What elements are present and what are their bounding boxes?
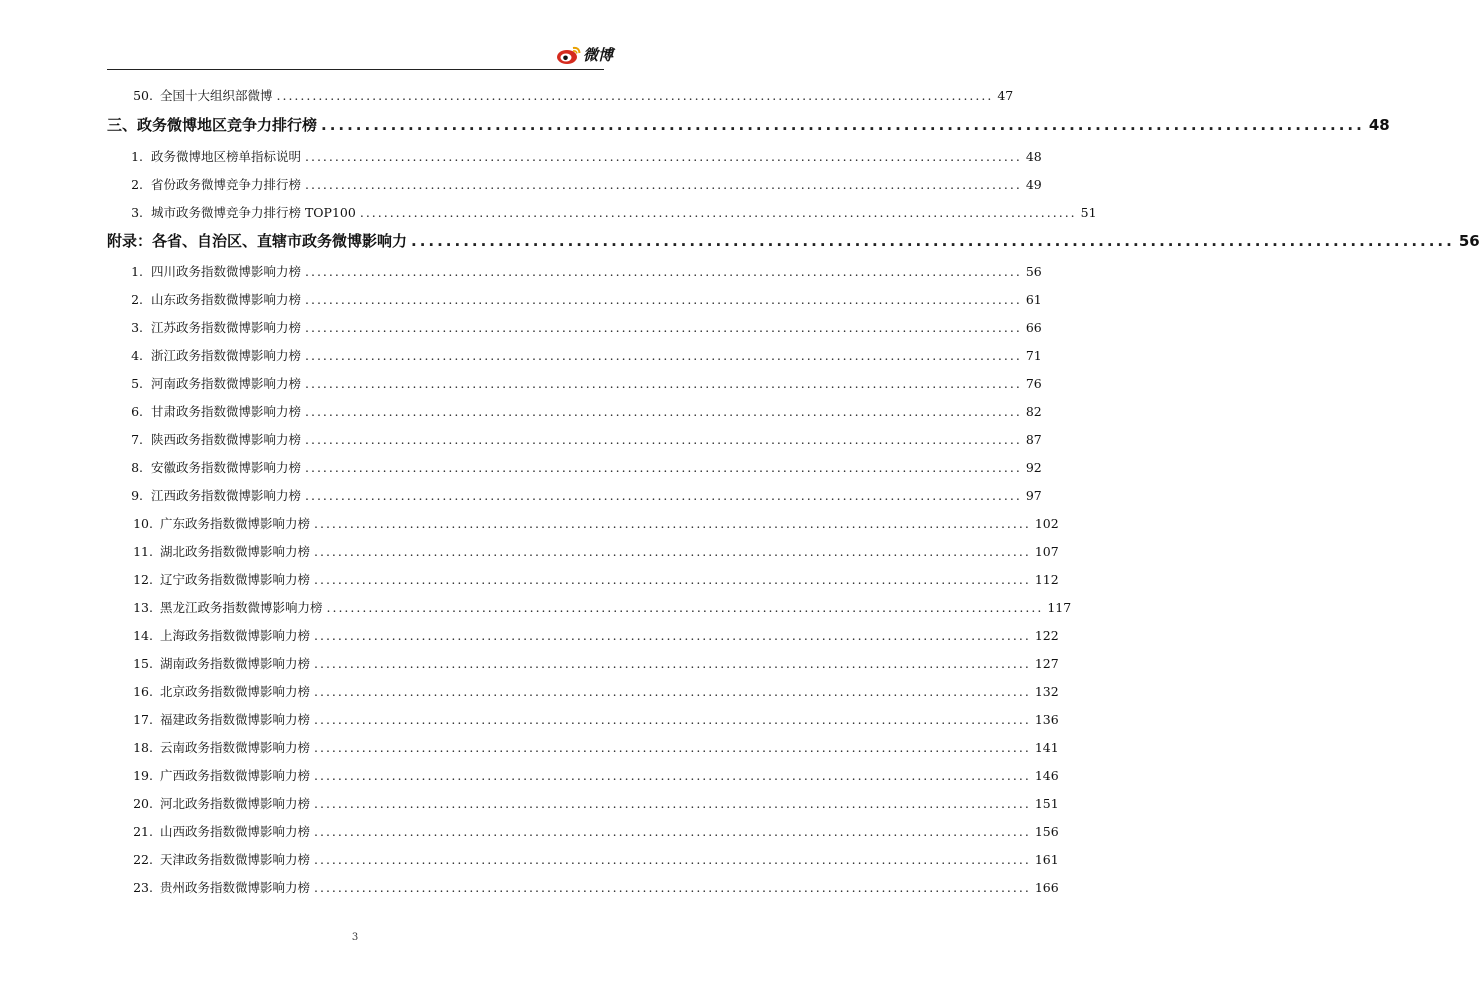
toc-entry-title: 河北政务指数微博影响力榜 (160, 796, 311, 811)
weibo-eye-icon (556, 45, 582, 65)
toc-entry[interactable] (0, 175, 1042, 193)
toc-entry[interactable] (0, 86, 1014, 104)
toc-entry-number: 9. (131, 488, 143, 503)
dot-leader: ........................................................................................................................ (321, 116, 1365, 134)
toc-entry[interactable] (0, 262, 1042, 280)
toc-page-number: 156 (1034, 824, 1059, 839)
toc-entry[interactable] (0, 374, 1042, 392)
toc-entry-title: 山东政务指数微博影响力榜 (151, 292, 302, 307)
toc-page-number: 107 (1034, 544, 1059, 559)
toc-entry-title: 黑龙江政务指数微博影响力榜 (160, 600, 323, 615)
toc-entry-title: 北京政务指数微博影响力榜 (160, 684, 311, 699)
toc-entry[interactable] (0, 402, 1042, 420)
toc-page-number: 48 (1025, 149, 1042, 164)
header-rule (107, 69, 604, 70)
toc-entry[interactable] (0, 822, 1059, 840)
toc-entry[interactable] (0, 486, 1042, 504)
toc-page-number: 48 (1368, 116, 1390, 134)
toc-entry-number: 11. (133, 544, 153, 559)
dot-leader: ........................................................................................................................ (305, 177, 1022, 192)
toc-entry-number: 17. (133, 712, 153, 727)
dot-leader: ........................................................................................................................ (314, 768, 1031, 783)
toc-page-number: 56 (1458, 232, 1480, 250)
page-number: 3 (351, 932, 359, 943)
toc-entry[interactable] (0, 682, 1059, 700)
toc-page-number: 92 (1025, 460, 1042, 475)
toc-page-number: 127 (1034, 656, 1059, 671)
toc-entry-number: 50. (133, 88, 153, 103)
toc-entry-title: 山西政务指数微博影响力榜 (160, 824, 311, 839)
dot-leader: ........................................................................................................................ (305, 460, 1022, 475)
toc-entry[interactable] (0, 346, 1042, 364)
dot-leader: ........................................................................................................................ (314, 544, 1031, 559)
toc-page-number: 76 (1025, 376, 1042, 391)
toc-page-number: 61 (1025, 292, 1042, 307)
dot-leader: ........................................................................................................................ (305, 488, 1022, 503)
toc-page-number: 132 (1034, 684, 1059, 699)
dot-leader: ........................................................................................................................ (314, 684, 1031, 699)
dot-leader: ........................................................................................................................ (314, 628, 1031, 643)
toc-entry[interactable] (0, 203, 1097, 221)
toc-entry-number: 23. (133, 880, 153, 895)
toc-entry-title: 附录：各省、自治区、直辖市政务微博影响力 (107, 232, 408, 250)
toc-entry-number: 1. (131, 264, 143, 279)
toc-entry-number: 15. (133, 656, 153, 671)
toc-page-number: 146 (1034, 768, 1059, 783)
toc-entry[interactable] (0, 147, 1042, 165)
toc-page-number: 141 (1034, 740, 1059, 755)
toc-entry[interactable] (0, 542, 1059, 560)
toc-page-number: 56 (1025, 264, 1042, 279)
toc-entry-title: 河南政务指数微博影响力榜 (151, 376, 302, 391)
toc-page-number: 82 (1025, 404, 1042, 419)
toc-entry-title: 陕西政务指数微博影响力榜 (151, 432, 302, 447)
toc-entry[interactable] (0, 458, 1042, 476)
toc-page-number: 66 (1025, 320, 1042, 335)
dot-leader: ........................................................................................................................ (305, 320, 1022, 335)
weibo-logo (556, 44, 613, 65)
toc-page-number: 112 (1034, 572, 1059, 587)
dot-leader: ........................................................................................................................ (314, 740, 1031, 755)
toc-page-number: 161 (1034, 852, 1059, 867)
toc-entry[interactable] (0, 850, 1059, 868)
dot-leader: ........................................................................................................................ (305, 149, 1022, 164)
dot-leader: ........................................................................................................................ (305, 404, 1022, 419)
toc-entry-title: 辽宁政务指数微博影响力榜 (160, 572, 311, 587)
toc-entry-number: 6. (131, 404, 143, 419)
toc-entry[interactable] (0, 626, 1059, 644)
toc-entry-number: 12. (133, 572, 153, 587)
toc-entry-number: 4. (131, 348, 143, 363)
toc-entry-number: 10. (133, 516, 153, 531)
toc-entry-title: 政务微博地区榜单指标说明 (151, 149, 302, 164)
weibo-logo-text: 微博 (583, 46, 614, 64)
toc-entry-title: 云南政务指数微博影响力榜 (160, 740, 311, 755)
toc-entry[interactable] (0, 318, 1042, 336)
toc-entry[interactable] (0, 290, 1042, 308)
toc-page-number: 47 (997, 88, 1014, 103)
dot-leader: ........................................................................................................................ (359, 205, 1077, 220)
toc-entry-number: 20. (133, 796, 153, 811)
toc-entry-title: 浙江政务指数微博影响力榜 (151, 348, 302, 363)
dot-leader: ........................................................................................................................ (305, 376, 1022, 391)
toc-entry-number: 3. (131, 320, 143, 335)
toc-entry-title: 全国十大组织部微博 (160, 88, 273, 103)
toc-entry-number: 13. (133, 600, 153, 615)
dot-leader: ........................................................................................................................ (314, 516, 1031, 531)
toc-entry[interactable] (0, 514, 1059, 532)
toc-entry-number: 14. (133, 628, 153, 643)
dot-leader: ........................................................................................................................ (314, 880, 1031, 895)
toc-page-number: 151 (1034, 796, 1059, 811)
toc-entry-title: 四川政务指数微博影响力榜 (151, 264, 302, 279)
toc-entry[interactable] (0, 598, 1072, 616)
toc-entry-number: 5. (131, 376, 143, 391)
toc-entry-title: 三、政务微博地区竞争力排行榜 (107, 116, 318, 134)
toc-entry-title: 广西政务指数微博影响力榜 (160, 768, 311, 783)
toc-entry[interactable] (0, 794, 1059, 812)
toc-entry-number: 7. (131, 432, 143, 447)
toc-entry-number: 8. (131, 460, 143, 475)
dot-leader: ........................................................................................................................ (411, 232, 1455, 250)
toc-page-number: 136 (1034, 712, 1059, 727)
toc-heading[interactable] (107, 230, 1480, 251)
dot-leader: ........................................................................................................................ (314, 824, 1031, 839)
toc-entry-number: 3. (131, 205, 143, 220)
toc-entry-title: 天津政务指数微博影响力榜 (160, 852, 311, 867)
toc-entry-title: 江苏政务指数微博影响力榜 (151, 320, 302, 335)
dot-leader: ........................................................................................................................ (314, 656, 1031, 671)
dot-leader: ........................................................................................................................ (314, 852, 1031, 867)
toc-page-number: 87 (1025, 432, 1042, 447)
toc-entry-title: 城市政务微博竞争力排行榜 TOP100 (151, 205, 356, 220)
toc-entry-title: 湖南政务指数微博影响力榜 (160, 656, 311, 671)
toc-entry-number: 2. (131, 292, 143, 307)
toc-entry-title: 甘肃政务指数微博影响力榜 (151, 404, 302, 419)
dot-leader: ........................................................................................................................ (314, 572, 1031, 587)
toc-entry[interactable] (0, 766, 1059, 784)
toc-heading[interactable] (107, 114, 1390, 135)
dot-leader: ........................................................................................................................ (305, 348, 1022, 363)
toc-entry[interactable] (0, 710, 1059, 728)
toc-page-number: 102 (1034, 516, 1059, 531)
toc-page-number: 49 (1025, 177, 1042, 192)
toc-page-number: 51 (1080, 205, 1097, 220)
toc-entry-title: 湖北政务指数微博影响力榜 (160, 544, 311, 559)
toc-entry-number: 1. (131, 149, 143, 164)
toc-entry-title: 江西政务指数微博影响力榜 (151, 488, 302, 503)
toc-entry-number: 18. (133, 740, 153, 755)
dot-leader: ........................................................................................................................ (305, 432, 1022, 447)
toc-entry-number: 21. (133, 824, 153, 839)
toc-entry[interactable] (0, 430, 1042, 448)
dot-leader: ........................................................................................................................ (314, 712, 1031, 727)
toc-entry[interactable] (0, 654, 1059, 672)
toc-entry-number: 22. (133, 852, 153, 867)
dot-leader: ........................................................................................................................ (276, 88, 994, 103)
toc-entry-number: 2. (131, 177, 143, 192)
toc-page-number: 97 (1025, 488, 1042, 503)
dot-leader: ........................................................................................................................ (314, 796, 1031, 811)
toc-entry[interactable] (0, 878, 1059, 896)
toc-entry-number: 19. (133, 768, 153, 783)
toc-entry-title: 上海政务指数微博影响力榜 (160, 628, 311, 643)
toc-page-number: 166 (1034, 880, 1059, 895)
toc-entry[interactable] (0, 738, 1059, 756)
toc-entry-title: 福建政务指数微博影响力榜 (160, 712, 311, 727)
toc-page-number: 117 (1047, 600, 1072, 615)
toc-entry-title: 省份政务微博竞争力排行榜 (151, 177, 302, 192)
toc-entry-title: 广东政务指数微博影响力榜 (160, 516, 311, 531)
toc-entry-title: 贵州政务指数微博影响力榜 (160, 880, 311, 895)
toc-page-number: 71 (1025, 348, 1042, 363)
dot-leader: ........................................................................................................................ (326, 600, 1044, 615)
toc-entry-title: 安徽政务指数微博影响力榜 (151, 460, 302, 475)
toc-entry[interactable] (0, 570, 1059, 588)
toc-page-number: 122 (1034, 628, 1059, 643)
dot-leader: ........................................................................................................................ (305, 292, 1022, 307)
dot-leader: ........................................................................................................................ (305, 264, 1022, 279)
toc-entry-number: 16. (133, 684, 153, 699)
